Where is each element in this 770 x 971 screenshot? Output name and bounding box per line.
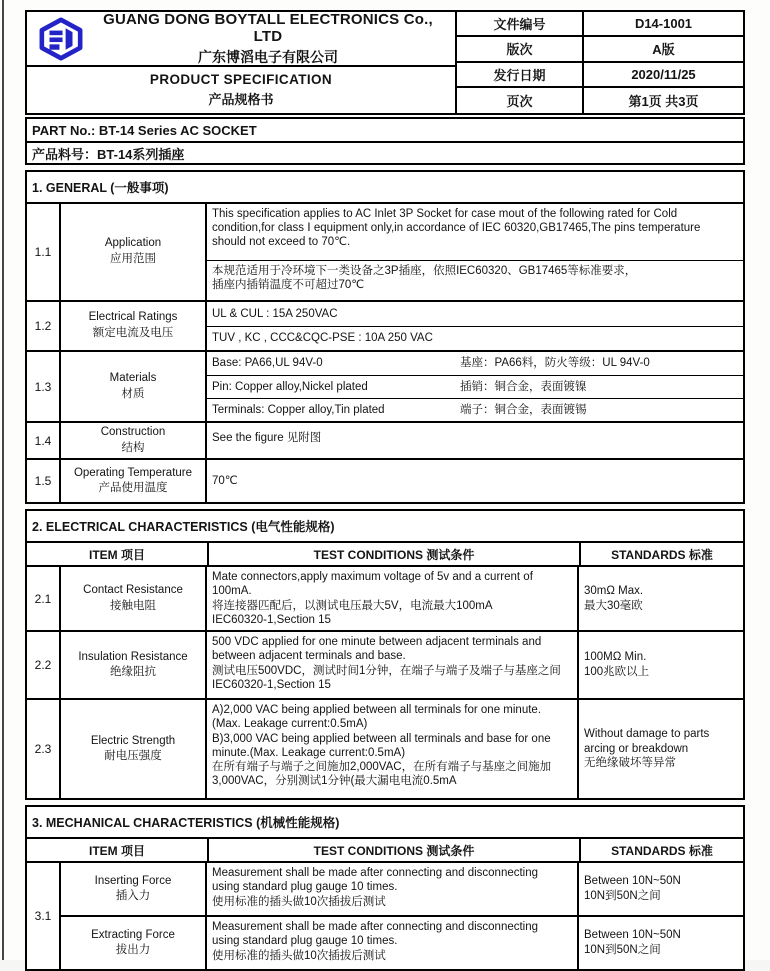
row-number: 1.4 [27,423,61,458]
doc-number-value: D14-1001 [584,12,743,37]
row-number: 1.3 [27,352,61,421]
page-label: 页次 [457,88,584,113]
row-number: 1.1 [27,204,61,300]
material-base-cn: 基座：PA66料，防火等级：UL 94V-0 [460,357,650,370]
section-electrical-title: 2. ELECTRICAL CHARACTERISTICS (电气性能规格) [27,511,743,543]
material-terminals-en: Terminals: Copper alloy,Tin plated [212,403,385,416]
issue-date-label: 发行日期 [457,63,584,88]
row-number: 2.3 [27,700,61,798]
document-header [25,10,745,115]
row-title-en: Application [104,237,162,250]
row-title-cn: 结构 [121,441,145,454]
company-name-en: GUANG DONG BOYTALL ELECTRONICS Co., LTD [103,10,433,45]
application-text-en: This specification applies to AC Inlet 3P Socket for case mout of the following rated for Cold condition,for class Ⅰ equipment only,in accordance of IEC 60320,GB17465,The pins temperature should not exceed to 70℃. [212,208,701,249]
row-title [61,302,207,350]
row-content [207,352,743,421]
rating-tuv-kc: TUV , KC , CCC&CQC-PSE : 10A 250 VAC [207,326,743,350]
row-title-en: Operating Temperature [73,466,193,479]
section-electrical [25,509,745,800]
standards: Between 10N~50N 10N到50N之间 [584,929,681,957]
row-number: 3.1 [27,863,61,969]
row-title-en: Materials [109,371,157,384]
row-title-en: Insulation Resistance [78,650,188,663]
row-title [61,567,207,630]
row-electric-strength [27,700,743,798]
material-base-en: Base: PA66,UL 94V-0 [212,357,323,370]
construction-text: See the figure 见附图 [212,432,322,445]
row-title-en: Extracting Force [91,928,175,941]
row-title-en: Electrical Ratings [88,311,178,324]
row-content [207,204,743,300]
row-title-cn: 材质 [121,387,145,400]
part-no-line-en: PART No.: BT-14 Series AC SOCKET [32,122,257,138]
row-content [207,460,743,502]
electrical-table-header [27,543,743,567]
part-number-block [25,117,745,165]
document-title-block [27,67,455,113]
page-value: 第1页 共3页 [628,93,699,109]
test-conditions: A)2,000 VAC being applied between all terminals for one minute. (Max. Leakage current:0.5mA) B)3,000 VAC being applied between all terminals and base for one minute.(Max. Leakage current:0.5mA) 在所有端子与端子之间施加2,000VAC，在所有端子与基座之间施加 3,000VAC，分别测试1分钟(最大漏电电流0.5mA [207,700,579,798]
material-base [207,352,743,375]
material-pin [207,375,743,398]
col-header-item: ITEM 项目 [27,543,209,565]
col-header-standards: STANDARDS 标准 [611,843,713,858]
row-title [61,632,207,698]
revision-value: A版 [584,37,743,62]
col-header-conditions: TEST CONDITIONS 测试条件 [209,839,581,861]
row-title-cn: 产品使用温度 [98,482,168,495]
company-names [87,11,455,67]
material-terminals [207,398,743,421]
boytall-cube-logo-icon [35,17,87,61]
header-info-table [457,12,743,113]
mechanical-table-header [27,839,743,863]
document-title-cn: 产品规格书 [208,92,274,107]
row-title [61,917,207,969]
standards: Without damage to parts arcing or breakdown 无绝缘破坏等异常 [584,727,710,770]
col-header-standards: STANDARDS 标准 [611,547,713,562]
row-number: 1.5 [27,460,61,502]
row-title-en: Construction [100,426,166,438]
row-number: 2.1 [27,567,61,630]
subrow-extracting-force [61,915,743,969]
row-title-cn: 额定电流及电压 [92,327,174,339]
row-title-en: Contact Resistance [83,584,183,597]
standards: 100MΩ Min. 100兆欧以上 [584,651,650,679]
row-content [207,302,743,350]
subrow-inserting-force [61,863,743,915]
row-insulation-resistance [27,632,743,700]
row-title-cn: 绝缘阻抗 [110,666,156,679]
document-title-en: PRODUCT SPECIFICATION [149,72,333,87]
row-content [207,423,743,458]
material-pin-cn: 插销：铜合金，表面镀镍 [460,380,587,393]
company-name-cn: 广东博滔电子有限公司 [198,48,338,65]
issue-date-value: 2020/11/25 [584,63,743,88]
row-title [61,352,207,421]
row-title-cn: 插入力 [115,890,151,903]
row-operating-temperature [27,460,743,502]
section-mechanical-title: 3. MECHANICAL CHARACTERISTICS (机械性能规格) [27,807,743,839]
row-title-cn: 耐电压强度 [104,750,162,763]
row-application [27,204,743,302]
row-number: 1.2 [27,302,61,350]
row-contact-resistance [27,567,743,632]
application-text-cn: 本规范适用于冷环境下一类设备之3P插座，依照IEC60320、GB17465等标准要求， 插座内插销温度不可超过70℃ [207,260,743,300]
row-construction [27,423,743,460]
standards: 30mΩ Max. 最大30毫欧 [584,584,644,612]
part-no-line-cn: 产品料号：BT-14系列插座 [27,141,743,163]
row-title [61,204,207,300]
test-conditions: 500 VDC applied for one minute between adjacent terminals and between adjacent terminals and base. 测试电压500VDC，测试时间1分钟，在端子与端子及端子与基座之间 IEC60320-1,Section 15 [207,632,579,698]
test-conditions: Measurement shall be made after connecting and disconnecting using standard plug gauge 10 times. 使用标准的插头做10次插拔后测试 [207,863,579,915]
row-title [61,863,207,915]
header-left [27,12,457,113]
standards: Between 10N~50N 10N到50N之间 [584,875,681,903]
row-title-en: Electric Strength [90,734,176,747]
row-title [61,423,207,458]
material-pin-en: Pin: Copper alloy,Nickel plated [212,380,368,393]
company-block [27,12,455,67]
row-materials [27,352,743,423]
rating-ul-cul: UL & CUL : 15A 250VAC [212,307,338,320]
section-general [25,170,745,504]
material-terminals-cn: 端子：铜合金，表面镀锡 [460,403,587,416]
row-electrical-ratings [27,302,743,352]
row-title [61,460,207,502]
row-insert-extract-force [27,863,743,969]
row-title [61,700,207,798]
test-conditions: Mate connectors,apply maximum voltage of 5v and a current of 100mA. 将连接器匹配后，以测试电压最大5V，电流最大100mA IEC60320-1,Section 15 [207,567,579,630]
row-number: 2.2 [27,632,61,698]
row-title-cn: 应用范围 [110,253,156,265]
document-body [25,10,745,971]
col-header-conditions: TEST CONDITIONS 测试条件 [209,543,581,565]
row-title-en: Inserting Force [94,874,172,887]
col-header-item: ITEM 项目 [27,839,209,861]
test-conditions: Measurement shall be made after connecting and disconnecting using standard plug gauge 10 times. 使用标准的插头做10次插拔后测试 [207,917,579,969]
revision-label: 版次 [457,37,584,62]
row-title-cn: 拔出力 [115,944,151,957]
row-content [61,863,743,969]
section-general-title: 1. GENERAL (一般事项) [27,172,743,204]
row-title-cn: 接触电阻 [110,599,156,612]
scan-edge-line [2,0,4,960]
section-mechanical [25,805,745,971]
doc-number-label: 文件编号 [457,12,584,37]
operating-temperature-value: 70℃ [212,475,238,488]
